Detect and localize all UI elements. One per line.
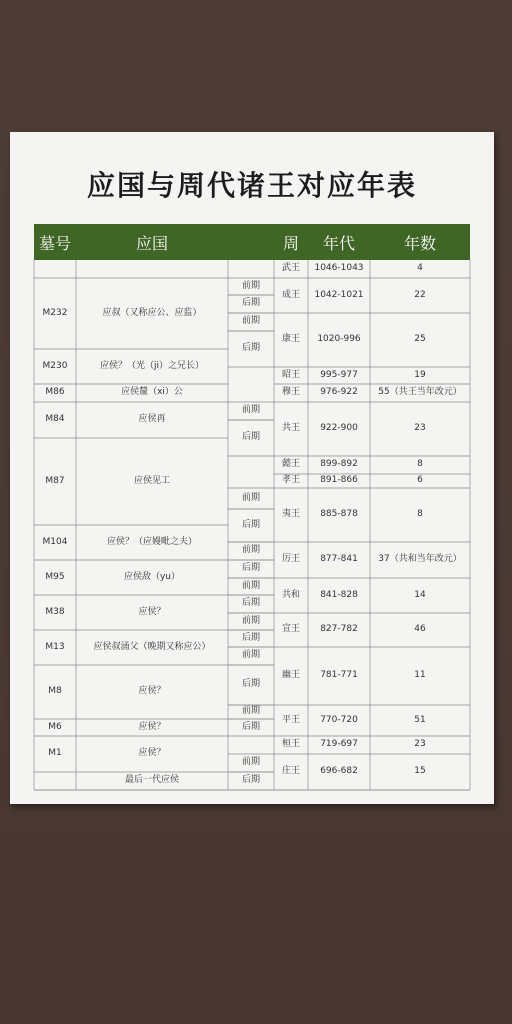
phase-label: 后期 [241, 563, 260, 574]
zhou-king: 幽王 [281, 670, 300, 681]
phase-label: 后期 [241, 721, 260, 732]
era-range: 976-922 [320, 387, 358, 398]
ying-ruler: 应侯见工 [133, 475, 170, 486]
era-range: 922-900 [320, 423, 358, 434]
reign-years: 22 [414, 289, 426, 300]
reign-years: 6 [417, 475, 423, 486]
ying-ruler [76, 260, 228, 278]
era-range: 885-878 [320, 509, 358, 520]
header-ying: 应国 [76, 224, 228, 260]
phase-label: 前期 [241, 580, 260, 591]
header-tomb: 墓号 [34, 224, 76, 260]
reign-years: 23 [414, 739, 426, 750]
tomb-number: M1 [48, 748, 62, 759]
phase-label: 前期 [241, 405, 260, 416]
reign-years: 19 [414, 369, 426, 380]
zhou-king: 武王 [281, 263, 300, 274]
tomb-number: M84 [45, 414, 65, 425]
phase-label: 后期 [241, 775, 260, 786]
reign-years: 8 [417, 509, 423, 520]
ying-ruler: 应侯再 [138, 414, 166, 425]
phase-label: 前期 [241, 615, 260, 626]
zhou-king: 桓王 [281, 739, 300, 750]
era-range: 877-841 [320, 554, 358, 565]
era-range: 770-720 [320, 714, 358, 725]
era-range: 1020-996 [317, 334, 361, 345]
phase-label: 后期 [241, 632, 260, 643]
reign-years: 55（共王当年改元） [378, 387, 462, 398]
phase-label: 后期 [241, 519, 260, 530]
tomb-number: M38 [45, 606, 65, 617]
era-range: 899-892 [320, 459, 358, 470]
zhou-king: 昭王 [281, 369, 300, 380]
tomb-number: M13 [45, 641, 65, 652]
zhou-king: 宣王 [281, 624, 300, 635]
ying-ruler: 应侯？ [138, 686, 166, 697]
phase-label: 后期 [241, 343, 260, 354]
era-range: 827-782 [320, 624, 358, 635]
tomb-number: M86 [45, 387, 65, 398]
phase-label: 后期 [241, 298, 260, 309]
reign-years: 14 [414, 589, 426, 600]
reign-years: 8 [417, 459, 423, 470]
zhou-king: 夷王 [281, 509, 300, 520]
ying-ruler: 应侯？（光（ji）之兄长） [99, 360, 204, 371]
tomb-number [34, 772, 76, 790]
phase-label: 前期 [241, 757, 260, 768]
ying-ruler: 应叔（又称应公、应监） [102, 307, 202, 318]
chronology-table [10, 132, 494, 804]
ying-ruler: 应侯釐（xi）公 [121, 387, 183, 398]
reign-years: 11 [414, 670, 426, 681]
reign-years: 15 [414, 766, 426, 777]
phase-label: 前期 [241, 316, 260, 327]
ying-ruler: 应侯敌（yu） [123, 571, 181, 582]
tomb-number: M230 [42, 360, 68, 371]
phase-label: 前期 [241, 280, 260, 291]
ying-ruler: 应侯？ [138, 721, 166, 732]
tomb-number: M87 [45, 475, 65, 486]
era-range: 995-977 [320, 369, 358, 380]
ying-ruler: 最后一代应侯 [124, 775, 179, 786]
ying-ruler: 应侯叔涌父（晚期又称应公） [93, 641, 211, 652]
era-range: 891-866 [320, 475, 358, 486]
era-range: 696-682 [320, 766, 358, 777]
phase-label: 前期 [241, 545, 260, 556]
phase-label: 前期 [241, 492, 260, 503]
zhou-king: 共王 [281, 423, 300, 434]
tomb-number [34, 260, 76, 278]
zhou-king: 共和 [281, 589, 300, 600]
era-range: 1042-1021 [314, 289, 364, 300]
zhou-king: 庄王 [281, 766, 300, 777]
header-zhou: 周 [274, 224, 308, 260]
ying-ruler: 应侯？（应嫚毗之夫） [106, 536, 197, 547]
phase-label: 前期 [241, 650, 260, 661]
zhou-king: 懿王 [281, 459, 300, 470]
tomb-number: M95 [45, 571, 65, 582]
zhou-king: 孝王 [281, 475, 300, 486]
reign-years: 46 [414, 624, 426, 635]
tomb-number: M8 [48, 686, 62, 697]
era-range: 841-828 [320, 589, 358, 600]
ying-ruler: 应侯？ [138, 606, 166, 617]
phase-label: 后期 [241, 598, 260, 609]
page-title: 应国与周代诸王对应年表 [86, 169, 417, 202]
era-range: 781-771 [320, 670, 358, 681]
tomb-number: M232 [42, 307, 68, 318]
zhou-king: 平王 [281, 714, 300, 725]
reign-years: 37（共和当年改元） [378, 554, 462, 565]
header-era: 年代 [308, 224, 370, 260]
header-years: 年数 [370, 224, 470, 260]
era-range: 1046-1043 [314, 263, 364, 274]
zhou-king: 康王 [281, 334, 300, 345]
tomb-number: M6 [48, 721, 62, 732]
zhou-king: 穆王 [281, 387, 300, 398]
reign-years: 23 [414, 423, 426, 434]
era-range: 719-697 [320, 739, 358, 750]
ying-ruler: 应侯？ [138, 748, 166, 759]
tomb-number: M104 [42, 536, 68, 547]
reign-years: 51 [414, 714, 426, 725]
reign-years: 4 [417, 263, 423, 274]
phase-label: 前期 [241, 706, 260, 717]
phase-label: 后期 [241, 432, 260, 443]
reign-years: 25 [414, 334, 426, 345]
zhou-king: 厉王 [281, 554, 300, 565]
phase-label: 后期 [241, 679, 260, 690]
exhibit-board [10, 132, 494, 804]
zhou-king: 成王 [281, 289, 300, 300]
header-phase [228, 224, 274, 260]
